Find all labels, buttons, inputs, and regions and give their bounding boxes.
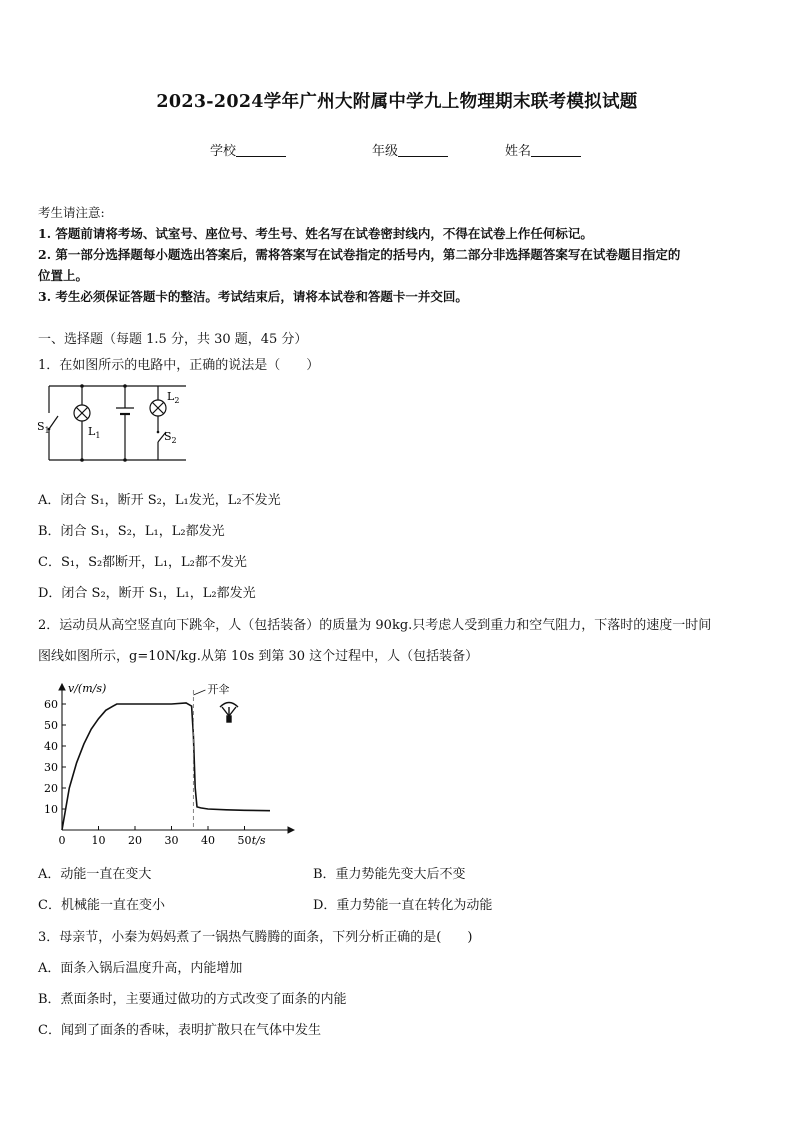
notice-item: 3. 考生必须保证答题卡的整洁。考试结束后，请将本试卷和答题卡一并交回。 (38, 289, 468, 304)
s1-label: $S_1$ (37, 420, 50, 435)
q2-option-a[interactable]: A．动能一直在变大 (38, 867, 152, 882)
q3-option-a[interactable]: A．面条入锅后温度升高，内能增加 (38, 961, 243, 976)
q3-option-c[interactable]: C．闻到了面条的香味，表明扩散只在气体中发生 (38, 1023, 321, 1038)
y-axis-label: v/(m/s) (68, 682, 107, 695)
y-tick-label: 50 (44, 719, 58, 732)
y-tick-label: 30 (44, 761, 58, 774)
annotation-open-label: 开伞 (207, 683, 230, 696)
q2-option-b[interactable]: B．重力势能先变大后不变 (313, 867, 466, 882)
l2-label: $L_2$ (167, 390, 180, 405)
q3-option-b[interactable]: B．煮面条时，主要通过做功的方式改变了面条的内能 (38, 992, 347, 1007)
velocity-time-chart (36, 678, 300, 852)
x-axis-label: t/s (251, 834, 266, 847)
circuit-diagram (36, 380, 196, 472)
school-field[interactable]: 学校 (210, 140, 286, 159)
annotation-pointer (193, 690, 205, 695)
q2-option-c[interactable]: C．机械能一直在变小 (38, 898, 165, 913)
q1-option-a[interactable]: A．闭合 S₁，断开 S₂，L₁发光，L₂不发光 (38, 493, 281, 508)
y-tick-label: 10 (44, 803, 58, 816)
y-tick-label: 60 (44, 698, 58, 711)
parachute-icon (220, 703, 238, 723)
question-3-stem: 3．母亲节，小秦为妈妈煮了一锅热气腾腾的面条，下列分析正确的是( ) (38, 930, 473, 945)
x-tick-label: 40 (201, 834, 215, 847)
velocity-curve (62, 703, 270, 830)
question-1-stem: 1．在如图所示的电路中，正确的说法是（ ） (38, 358, 320, 373)
y-tick-label: 40 (44, 740, 58, 753)
q1-option-c[interactable]: C．S₁，S₂都断开，L₁，L₂都不发光 (38, 555, 247, 570)
page-title: 2023-2024学年广州大附属中学九上物理期末联考模拟试题 (156, 92, 638, 112)
question-2-stem-cont: 图线如图所示，g=10N/kg.从第 10s 到第 30 这个过程中，人（包括装备） (38, 649, 479, 664)
l1-label: $L_1$ (88, 425, 101, 440)
x-tick-label: 10 (91, 834, 106, 847)
x-tick-label: 20 (128, 834, 142, 847)
notice-item: 位置上。 (38, 268, 89, 283)
q1-option-d[interactable]: D．闭合 S₂，断开 S₁，L₁，L₂都发光 (38, 586, 256, 601)
x-tick-label: 50 (237, 834, 252, 847)
question-2-stem: 2．运动员从高空竖直向下跳伞，人（包括装备）的质量为 90kg.只考虑人受到重力和空气阻力，下落时的速度一时间 (38, 618, 712, 633)
section-heading: 一、选择题（每题 1.5 分，共 30 题，45 分） (38, 332, 308, 347)
notice-item: 1. 答题前请将考场、试室号、座位号、考生号、姓名写在试卷密封线内，不得在试卷上作任何标记。 (38, 226, 593, 241)
q1-option-b[interactable]: B．闭合 S₁，S₂，L₁，L₂都发光 (38, 524, 225, 539)
name-field[interactable]: 姓名 (505, 140, 581, 159)
s2-label: $S_2$ (164, 430, 177, 445)
notice-heading: 考生请注意: (38, 205, 105, 220)
y-tick-label: 20 (44, 782, 58, 795)
x-tick-label: 0 (58, 834, 66, 847)
notice-item: 2. 第一部分选择题每小题选出答案后，需将答案写在试卷指定的括号内，第二部分非选择题答案写在试卷题目指定的 (38, 247, 681, 262)
grade-field[interactable]: 年级 (372, 140, 448, 159)
q2-option-d[interactable]: D．重力势能一直在转化为动能 (313, 898, 493, 913)
x-tick-label: 30 (164, 834, 179, 847)
